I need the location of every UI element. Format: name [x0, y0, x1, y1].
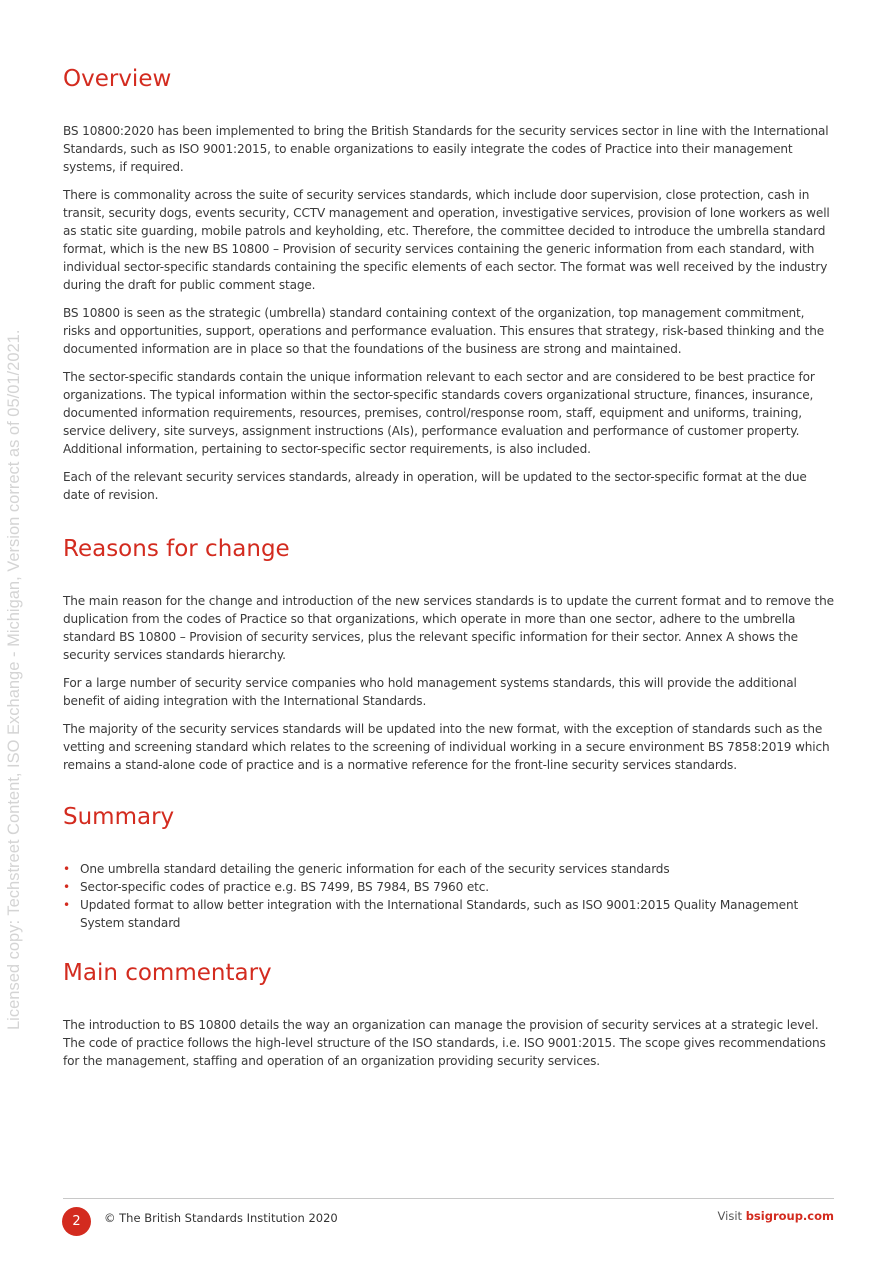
summary-list-item: • Sector-specific codes of practice e.g. BS 7499, BS 7984, BS 7960 etc.	[63, 878, 835, 896]
summary-list-item: • Updated format to allow better integration with the International Standards, such as ISO 9001:2015 Quality Management System standard	[63, 896, 835, 932]
reasons-section	[63, 530, 835, 774]
overview-paragraph: BS 10800:2020 has been implemented to bring the British Standards for the security services sector in line with the International Standards, such as ISO 9001:2015, to enable organizations to easily integrate the codes of Practice into their management systems, if required.	[63, 124, 829, 174]
overview-paragraph: The sector-specific standards contain the unique information relevant to each sector and are considered to be best practice for organizations. The typical information within the sector-specific standards covers organizational structure, finances, insurance, documented information requirements, resources, premises, control/response room, staff, equipment and uniforms, training, service delivery, site surveys, assignment instructions (AIs), performance evaluation and performance of customer property. Additional information, pertaining to sector-specific sector requirements, is also included.	[63, 370, 815, 456]
overview-heading: Overview	[63, 66, 172, 92]
overview-section	[63, 60, 835, 504]
page-content	[63, 60, 835, 1070]
page-number-badge: 2	[62, 1207, 91, 1236]
reasons-paragraph: For a large number of security service companies who hold management systems standards, this will provide the additional benefit of aiding integration with the International Standards.	[63, 676, 797, 708]
commentary-section	[63, 954, 835, 1070]
summary-heading: Summary	[63, 804, 175, 830]
website-link[interactable]: bsigroup.com	[745, 1209, 834, 1223]
overview-paragraph: There is commonality across the suite of security services standards, which include door supervision, close protection, cash in transit, security dogs, events security, CCTV management and operation, investigative services, provision of lone workers as well as static site guarding, mobile patrols and keyholding, etc. Therefore, the committee decided to introduce the umbrella standard format, which is the new BS 10800 – Provision of security services containing the generic information from each standard, with individual sector-specific standards containing the specific elements of each sector. The format was well received by the industry during the draft for public comment stage.	[63, 188, 830, 292]
reasons-paragraph: The main reason for the change and introduction of the new services standards is to update the current format and to remove the duplication from the codes of Practice so that organizations, which operate in more than one sector, adhere to the umbrella standard BS 10800 – Provision of security services, plus the relevant specific information for their sector. Annex A shows the security services standards hierarchy.	[63, 594, 834, 662]
overview-paragraph: Each of the relevant security services standards, already in operation, will be updated to the sector-specific format at the due date of revision.	[63, 470, 807, 502]
summary-list	[63, 860, 835, 932]
copyright-notice: © The British Standards Institution 2020	[104, 1211, 338, 1225]
summary-list-item: • One umbrella standard detailing the generic information for each of the security services standards	[63, 860, 835, 878]
license-watermark: Licensed copy: Techstreet Content, ISO Exchange - Michigan, Version correct as of 05/01/2021.	[5, 329, 23, 1030]
overview-paragraph: BS 10800 is seen as the strategic (umbrella) standard containing context of the organization, top management commitment, risks and opportunities, support, operations and performance evaluation. This ensures that strategy, risk-based thinking and the documented information are in place so that the foundations of the business are strong and maintained.	[63, 306, 825, 356]
visit-website	[718, 1209, 834, 1223]
summary-section	[63, 798, 835, 932]
reasons-heading: Reasons for change	[63, 536, 290, 562]
commentary-heading: Main commentary	[63, 960, 272, 986]
reasons-paragraph: The majority of the security services standards will be updated into the new format, with the exception of standards such as the vetting and screening standard which relates to the screening of individual working in a secure environment BS 7858:2019 which remains a stand-alone code of practice and is a normative reference for the front-line security services standards.	[63, 722, 830, 772]
visit-label: Visit	[717, 1209, 743, 1223]
footer-divider	[63, 1198, 834, 1199]
commentary-paragraph: The introduction to BS 10800 details the way an organization can manage the provision of security services at a strategic level. The code of practice follows the high-level structure of the ISO standards, i.e. ISO 9001:2015. The scope gives recommendations for the management, staffing and operation of an organization providing security services.	[63, 1018, 826, 1068]
